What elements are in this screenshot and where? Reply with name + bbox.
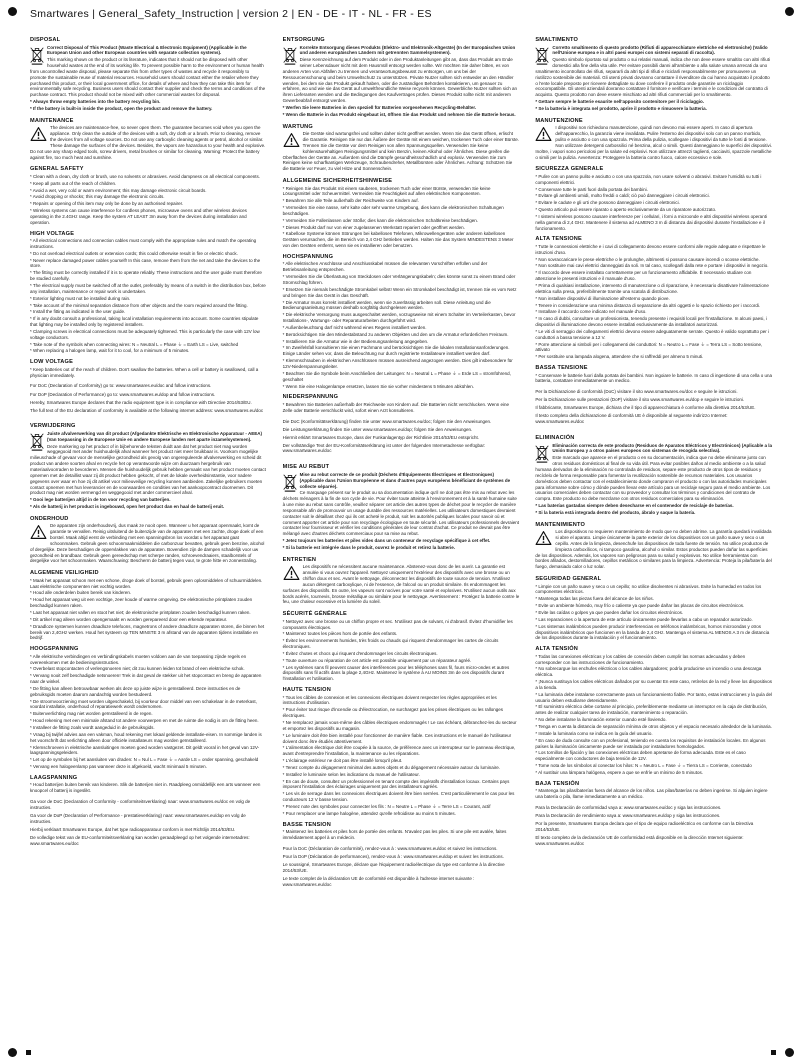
- print-mark-bottom-right: [771, 1050, 776, 1055]
- section-heading: HOCHSPANNUNG: [282, 253, 334, 260]
- section-high-voltage-en: [30, 231, 267, 355]
- section-heading: ONDERHOUD: [30, 515, 69, 522]
- paragraph: Para la Declaración de rendimiento vaya a: www.smartwares.eu/dop y siga las instrucciones.: [535, 812, 721, 818]
- section-body: [283, 186, 520, 249]
- paragraph: Les dispositifs ne nécessitent aucune maintenance. Abstenez-vous donc de les ouvrir. La garantie est annulée si vous ouvrez l'appareil. Nettoyez uniquement l'extérieur des dispositifs avec une brosse ou un chiffon doux et sec. Avant le nettoyage, déconnectez les dispositifs de toute source de tension. N'utilisez aucun détergent carboxylique, ni de l'essence, de l'alcool ou un produit similaire. Ils endommagent les surfaces des dispositifs. En outre, les vapeurs sont nocives pour votre santé et explosives. N'utilisez aucun outils aux bords acérés, tournevis, brosse métallique ou similaire pour le nettoyage. Avertissement : Protégez la batterie contre le feu, une chaleur excessive et la lumière du soleil.: [282, 564, 520, 605]
- paragraph: Il fabbricante, Smartwares Europe, dichiara che il tipo di apparecchiatura è conforme alla direttiva 2014/53/UE.: [535, 405, 756, 411]
- section-high-voltage-fr: [283, 687, 520, 817]
- warning-triangle-icon: [30, 524, 47, 540]
- section-heading: ELIMINACIÓN: [535, 435, 575, 442]
- paragraph: * Non sovraccaricare le prese elettriche o le prolunghe, altrimenti si possono causare incendi o scosse elettriche.: [535, 256, 760, 262]
- weee-bin-icon: [535, 444, 549, 463]
- section-low-voltage-de: [283, 394, 520, 413]
- paragraph: * Houd batterijen buiten bereik van kinderen. Slik de batterijen niet in. Raadpleeg onmiddellijk een arts wanneer een knoopcel of batterij is ingeslikt.: [30, 782, 261, 794]
- section-high-voltage-it: [535, 236, 772, 360]
- section-maintenance-de: [283, 124, 520, 173]
- paragraph: * Installeer de fitting zoals wordt aangeduid in de gebruiksgids.: [30, 725, 155, 730]
- paragraph: * Draadloze systemen kunnen draadloze telefoons, magnetrons of andere draadloze apparaten storen, die binnen het bereik van 2,4GHz werken. Houd het systeem op TEN MINSTE 3 m afstand van de apparaten tijdens installatie en bedrijf.: [30, 623, 265, 641]
- section-heading: HOOGSPANNING: [30, 646, 79, 653]
- paragraph: * Tenez compte du dégagement minimal des autres objets et du dégagement nécessaire autour du luminaire.: [282, 764, 500, 770]
- section-heading: MAINTENANCE: [30, 117, 74, 124]
- paragraph: * Außenbeleuchtung darf nicht während eines Regens installiert werden.: [282, 324, 427, 330]
- paragraph: * Im Zweifelsfall konsultieren Sie einen Fachmann und berücksichtigen Sie die lokalen Installationsanforderungen. Einige Länder sehen vor, dass die Beleuchtung nur durch registrierte Installateure installiert werden darf.: [282, 345, 510, 357]
- paragraph: * Mantenga las pilas/baterías fuera del alcance de los niños. Las pilas/baterías no deben ingerirse. Si alguien ingiere una batería o pila, llame inmediatamente a un médico.: [535, 788, 768, 800]
- section-heading: SÉCURITÉ GÉNÉRALE: [282, 611, 347, 618]
- paragraph: * Vermeiden Sie die Überlastung von Steckdosen oder Verlängerungskabeln; dies könnte sonst zu einem Brand oder Stromschlag führen.: [282, 274, 516, 285]
- paragraph: * Ne remplacez jamais vous-même des câbles électriques endommagés ! Le cas échéant, débranchez-les du secteur et emportez les dispositifs au magasin.: [282, 720, 517, 731]
- weee-bin-icon: [283, 46, 297, 65]
- section-body: [535, 654, 772, 776]
- paragraph: * L'alimentation électrique doit être coupée à la source, de préférence avec un interrupteur sur le panneau électrique, avant d'entreprendre l'installation, la maintenance ou les réparations.: [282, 745, 516, 757]
- print-mark-bottom-left: [26, 1050, 31, 1055]
- section-heading: WARTUNG: [282, 123, 313, 130]
- paragraph: * Los sistemas inalámbricos pueden producir interferencias en teléfonos inalámbricos, hornos microondas y otros dispositivos inalámbricos que funcionen en la banda de 2,4 GHz. Mantenga el sistema AL MENOS A 3 m de distancia de los dispositivos durante la instalación y el funcionamiento.: [535, 623, 770, 641]
- paragraph: * Los tornillos de fijación y las conexiones eléctricas deben apretarse de forma adecuada. Este es el caso especialmente con conductores de baja tensión de 12V.: [535, 750, 746, 762]
- paragraph: * Tenere in considerazione una minima distanza di separazione da altri oggetti e lo spazio richiesto per i raccordi.: [535, 302, 761, 308]
- bold-paragraph: * Gooi lege batterijen altijd in de ton voor recycling van batterijen.: [30, 497, 171, 503]
- paragraph: Il testo completo della dichiarazione di conformità UE è disponibile al seguente indirizzo Internet: www.smartwares.eu/doc: [535, 413, 728, 425]
- section-declarations-nl: [30, 799, 267, 846]
- paragraph: Der vollständige Text der EU-Konformitätserklärung ist unter der folgenden Internetadresse verfügbar: www.smartwares.eu/doc: [282, 442, 486, 454]
- paragraph: * Wireless systems can cause interference for cordless phones, microwave ovens and other wireless devices operating in the 2.4GHz range. Keep the system AT LEAST 3m away from the devices during installation and operation.: [30, 208, 247, 225]
- section-declarations-fr: [283, 846, 520, 888]
- paragraph: * Todas las conexiones eléctricas y los cables de conexión deben cumplir las normas adecuadas y deben corresponder con las instrucciones de funcionamiento.: [535, 653, 746, 665]
- paragraph: * Maak het apparaat schoon met een schone, droge doek of borstel, gebruik geen oplosmiddelen of schuurmiddelen. Laat elektrische componenten niet vochtig worden.: [30, 577, 263, 589]
- paragraph: * Repairs or opening of this item may only be done by an authorised repairer.: [30, 201, 184, 207]
- section-body: [535, 373, 772, 385]
- registration-mark-bottom-left: [8, 1048, 17, 1057]
- paragraph: * Bewahren Sie alle Teile außerhalb der Reichweite von Kindern auf.: [282, 198, 419, 204]
- paragraph: * Évitez les environnements humides, très froids ou chauds qui risquent d'endommager les cartes de circuits électroniques.: [282, 638, 499, 650]
- section-heading: MANTENIMIENTO: [535, 521, 586, 528]
- paragraph: Para la Declaración de conformidad vaya a: www.smartwares.eu/doc y siga las instrucciones.: [535, 804, 722, 810]
- bold-paragraph: Korrekte Entsorgung dieses Produkts (Elektro- und Elektronik-Altgeräte) (In der Europäischen Union und anderen europäischen Ländern mit getrennten Sammelsystemen).: [299, 44, 516, 56]
- section-low-voltage-en: [30, 359, 267, 378]
- section-low-voltage-es: [535, 781, 772, 800]
- bold-paragraph: Mise au rebut correcte de ce produit (Déchets d'Équipements Électriques et Électroniques) (Applicable dans l'Union Européenne et dans d'autres pays européens bénéficiant de systèmes de collecte séparée).: [299, 471, 511, 489]
- paragraph: I dispositivi non richiedono manutenzione, quindi non devono mai essere aperti. In caso di apertura dell'apparecchio, la garanzia viene invalidata. Pulire l'esterno dei dispositivi solo con un panno morbido, pulito e asciutto o con una spazzola. Prima della pulizia, scollegare i dispositivi da tutte le fonti di tensione. Non utilizzare detergenti carbossilici né benzina, alcol o simili. Questi danneggiano le superfici dei dispositivi. Inoltre, i vapori sono pericolosi per la salute ed esplosivi. Non utilizzare attrezzi taglienti, cacciaviti, spazzole metalliche o simili per la pulizia. Avvertenza: Proteggere la batteria contro fuoco, calore eccessivo e sole.: [535, 125, 772, 160]
- paragraph: * Toute ouverture ou réparation de cet article est possible uniquement par un réparateur agréé.: [282, 657, 472, 663]
- section-body: [283, 419, 520, 455]
- section-body: [30, 45, 267, 113]
- section-disposal-en: [30, 37, 267, 113]
- paragraph: * En caso de duda consulte con un profesional, teniendo en cuenta los requisitos de instalación locales. En algunos países la iluminación únicamente puede ser instalada por instaladores homologados.: [535, 737, 766, 749]
- section-declarations-es: [535, 805, 772, 847]
- paragraph: Hiermit erklärt Smartwares Europe, dass der Funkanlagentyp der Richtlinie 2014/53/EU entspricht.: [282, 434, 480, 440]
- bold-paragraph: * Se la batteria è integrata nel prodotto, aprire il prodotto e rimuovere la batteria.: [535, 105, 707, 111]
- section-heading: VERWIJDERING: [30, 423, 76, 430]
- paragraph: * If in any doubt consult a professional, taking local installation requirements into account. Some countries stipulate that lighting may be installed only by registered installers.: [30, 316, 259, 328]
- section-general-safety-de: [283, 178, 520, 249]
- paragraph: * Tome nota de los símbolos al conectar los hilos: N = Neutro L = Fase ⏚ = Tierra LS = Corriente, conectado: [535, 763, 752, 769]
- section-disposal-nl: [30, 423, 267, 510]
- document-title: Smartwares | General_Safety_Instruction | version 2 | EN - DE - IT - NL - FR - ES: [30, 8, 432, 20]
- paragraph: * Évitez chutes et chocs qui risquent d'endommager les circuits électroniques.: [282, 650, 438, 656]
- paragraph: * Vervang een halogeenlamp pas wanneer deze is afgekoeld, wacht minimaal 5 minuten.: [30, 764, 207, 770]
- section-body: [535, 45, 772, 113]
- weee-bin-icon: [283, 473, 297, 492]
- paragraph: Die Leistungserklärung finden Sie unter www.smartwares.eu/dop; folgen Sie den Anweisungen.: [282, 426, 473, 432]
- section-heading: HAUTE TENSION: [282, 687, 331, 694]
- section-low-voltage-nl: [30, 775, 267, 794]
- paragraph: * ¡Nunca sustituya los cables eléctricos dañados por su cuenta! En este caso, retírelos de la red y lleve los dispositivos a la tienda.: [535, 679, 772, 690]
- paragraph: * De fitting kan alleen betrouwbaar werken als deze op juiste wijze is geïnstalleerd. Deze instructies en de gebruiksgids moeten daarom aandachtig worden bestudeerd.: [30, 685, 241, 697]
- paragraph: * Avoid a wet, very cold or warm environment; this may damage electronic circuit boards.: [30, 187, 207, 193]
- paragraph: * Le viti di serraggio dei collegamenti elettrici devono essere adeguatamente serrate. Questo è valido soprattutto per i conduttori a bassa tensione a 12 V.: [535, 328, 769, 340]
- section-high-voltage-es: [535, 646, 772, 776]
- section-body: [283, 564, 520, 606]
- content-columns: [30, 34, 772, 1042]
- paragraph: * Maintenez toutes les pièces hors de portée des enfants.: [282, 631, 398, 637]
- section-body: [535, 389, 772, 425]
- paragraph: For DoP (Declaration of Performance) go to: www.smartwares.eu/dop and follow instructions.: [30, 391, 216, 397]
- paragraph: * Le luminaire doit être bien installé pour fonctionner de manière fiable. Ces instructions et le manuel de l'utilisateur doivent donc être étudiés attentivement.: [282, 732, 512, 744]
- paragraph: * Vermeiden Sie Fallenlassen oder Stöße; dies kann die elektronischen Schaltkreise beschädigen.: [282, 217, 479, 223]
- paragraph: This marking shown on the product or its literature, indicates that it should not be disposed with other household wastes at the end of its working life. To prevent possible harm to the environment or human health from uncontrolled waste disposal, please separate this from other types of wastes and recycle it responsibly to promote the sustainable reuse of material resources. Household users should contact either the retailer where they purchased this product, or their local government office, for details of where and how they can take this item for environmentally safe recycling. Business users should contact their supplier and check the terms and conditions of the purchase contract. This product should not be mixed with other commercial wastes for disposal.: [30, 57, 266, 98]
- section-heading: NIEDERSPANNUNG: [282, 394, 339, 401]
- column-3: [535, 34, 772, 1042]
- paragraph: * Mantenga todas las piezas fuera del alcance de los niños.: [535, 596, 654, 602]
- paragraph: * El suministro eléctrico debe cortarse al principio, preferiblemente mediante un interruptor en la caja de distribución, antes de realizar cualquier tarea de instalación, mantenimiento o reparación.: [535, 704, 768, 716]
- paragraph: * Alle elektrischen Anschlüsse und Anschlusskabel müssen die relevanten Vorschriften erfüllen und der Betriebsanleitung entsprechen.: [282, 261, 488, 273]
- paragraph: * Ersetzen Sie niemals beschädigte Stromkabel selbst! Wenn ein Stromkabel beschädigt ist, trennen Sie es vom Netz und bringen Sie das Gerät in das Geschäft.: [282, 286, 517, 298]
- bold-paragraph: * Als de batterij in het product is ingebouwd, open het product dan en haal de batterij eruit.: [30, 504, 225, 510]
- paragraph: * Tutte le connessioni elettriche e i cavi di collegamento devono essere conformi alle regole adeguate e rispettare le istruzioni d'uso.: [535, 243, 766, 255]
- section-heading: HIGH VOLTAGE: [30, 230, 75, 237]
- paragraph: * Dit artikel mag alleen worden opengemaakt en worden gerepareerd door een erkende reparateur.: [30, 616, 228, 622]
- paragraph: * Clamping screws in electrical connections must be adequately tightened. This is particularly the case with 12V low voltage conductors.: [30, 328, 260, 340]
- column-1: [30, 34, 267, 1042]
- bold-paragraph: Correct Disposal of This Product (Waste Electrical & Electronic Equipment) (Applicable in the European Union and other European countries with separate collection systems).: [47, 44, 247, 56]
- paragraph: * Take note of the symbols when connecting wires: N = Neutral L = Phase ⏚ = Earth LS = Live, switched: [30, 341, 239, 347]
- paragraph: * Vermeiden Sie eine nasse, sehr kalte oder sehr warme Umgebung, dies kann die elektronischen Schaltungen beschädigen.: [282, 205, 504, 216]
- paragraph: * Evitare gli ambienti umidi, molto freddi o caldi; ciò può danneggiare i circuiti elettronici.: [535, 193, 710, 199]
- paragraph: * Evite un ambiente húmedo, muy frío o caliente ya que puede dañar las placas de circuitos electrónicos.: [535, 603, 745, 609]
- section-body: [535, 584, 772, 642]
- bold-paragraph: * Las baterías gastadas siempre deben desecharse en el contenedor de reciclaje de baterías.: [535, 503, 734, 509]
- section-heading: MISE AU REBUT: [282, 464, 330, 471]
- paragraph: * Il raccordo deve essere installato correttamente per un funzionamento affidabile. È necessario studiare con attenzione le presenti istruzioni e il manuale d'uso.: [535, 270, 752, 282]
- paragraph: * Les vis de serrage dans les connexions électriques doivent être bien serrées. C'est particulièrement le cas pour les conducteurs 12 V basse tension.: [282, 791, 515, 803]
- paragraph: * Do not overload electrical outlets or extension cords; this could otherwise result in fire or electric shock.: [30, 250, 238, 256]
- paragraph: * Die Armatur muss korrekt installiert werden, wenn sie zuverlässig arbeiten soll. Diese Anleitung und die Bedienungsanleitung müssen deshalb sorgfältig durchgelesen werden.: [282, 299, 491, 311]
- paragraph: * Per sostituire una lampada alogena, attendere che si raffreddi per almeno 5 minuti.: [535, 354, 704, 360]
- paragraph: * No sobrecargue los enchufes eléctricos o los cables alargadores; podría producirse un incendio o una descarga eléctrica.: [535, 666, 762, 678]
- paragraph: Diese Kennzeichnung auf dem Produkt oder in den Produktanleitungen gibt an, dass das Produkt am Ende seiner Lebensdauer nicht mit dem Hausmüll entsorgt werden sollte. Wir möchten Sie daher bitten, es von anderen Arten von Abfällen zu trennen und verantwortungsbewusst zu entsorgen, um uns bei der Ressourcenschonung und beim Umweltschutz zu unterstützen. Private Nutzer sollten sich entweder an den Händler wenden, bei dem sie das Produkt gekauft haben, oder die zuständigen Behörden kontaktieren, um genauer zu erfahren, wo und wie sie das Gerät auf umweltfreundliche Weise recyceln können. Gewerbliche Nutzer sollten sich an ihren Lieferanten wenden und die Bedingungen des Kaufvertrages prüfen. Dieses Produkt sollte nicht mit anderem Gewerbeabfall entsorgt werden.: [282, 57, 517, 104]
- section-body: [30, 174, 267, 226]
- paragraph: * Installez le luminaire selon les indications du manuel de l'utilisateur.: [282, 771, 420, 777]
- section-heading: SICUREZZA GENERALE: [535, 166, 604, 173]
- warning-triangle-icon: [535, 530, 552, 546]
- section-body: [535, 443, 772, 517]
- language-block-de: [283, 37, 520, 454]
- weee-bin-icon: [30, 432, 44, 451]
- language-block-nl: [30, 423, 267, 846]
- paragraph: Hereby, Smartwares Europe declares that the radio equipment type is in compliance with Directive 2014/53/EU.: [30, 399, 252, 405]
- paragraph: Die Geräte sind wartungsfrei und sollten daher nicht geöffnet werden. Wenn Sie das Gerät öffnen, erlischt die Garantie. Reinigen Sie nur das Äußere der Geräte mit einem weichen, trockenen Tuch oder einer Bürste. Trennen Sie die Geräte vor dem Reinigen von allen Spannungsquellen. Verwenden Sie keine kohlensäurehaltigen Reinigungsmittel und kein Benzin, keinen Alkohol oder Ähnliches. Diese greifen die Oberflächen der Geräte an. Außerdem sind die Dämpfe gesundheitsschädlich und explosiv. Verwenden Sie zum Reinigen keine scharfkantigen Werkzeuge, Schraubendreher, Metallbürsten oder Ähnliches. Achtung: Schützen Sie die Batterie vor Feuer, zu viel Hitze und Sonnenschein.: [282, 131, 520, 172]
- section-body: [535, 174, 772, 232]
- section-heading: BASSE TENSION: [282, 821, 331, 828]
- section-heading: ALTA TENSIONE: [535, 236, 582, 243]
- section-heading: ALLGEMEINE SICHERHEITSHINWEISE: [282, 178, 393, 185]
- paragraph: * Laat het apparaat niet vallen en stoot het niet; de elektronische printplaten zouden beschadigd kunnen raken.: [30, 610, 251, 615]
- paragraph: De volledige tekst van de EU-conformiteitsverklaring kan worden geraadpleegd op het volgende internetadres: www.smartwares.eu/doc: [30, 834, 250, 846]
- section-body: [535, 788, 772, 800]
- paragraph: * L'éclairage extérieur ne doit pas être installé lorsqu'il pleut.: [282, 758, 403, 764]
- paragraph: * Keep batteries out of the reach of children. Don't swallow the batteries. When a cell or battery is swallowed, call a physician immediately.: [30, 366, 259, 378]
- section-body: [283, 402, 520, 414]
- paragraph: * No debe instalarse la iluminación exterior cuando esté lloviendo.: [535, 717, 667, 723]
- bold-paragraph: Juiste afvalverwerking van dit product (Afgedankte Elektrische en Elektronische Apparatuur - AEEA) (Van toepassing in de Europese Unie en andere Europese landen met aparte inzamelsystemen).: [47, 430, 262, 442]
- section-body: [30, 654, 267, 770]
- language-block-fr: [283, 464, 520, 887]
- paragraph: Per la Dichiarazione sulle prestazioni (DoP) visitare il sito www.smartwares.eu/dop e seguire le istruzioni.: [535, 397, 745, 403]
- section-heading: ENTRETIEN: [282, 556, 317, 563]
- section-heading: SMALTIMENTO: [535, 37, 579, 43]
- paragraph: * Tous les câbles de connexion et les connexions électriques doivent respecter les règles appropriées et les instructions d'utilisation.: [282, 694, 497, 706]
- paragraph: * Non installare dispositivi di illuminazione all'esterno quando piove.: [535, 295, 670, 301]
- paragraph: * Houd alle onderdelen buiten bereik van kinderen.: [30, 590, 132, 596]
- section-heading: LAAGSPANNING: [30, 774, 78, 781]
- paragraph: * Questo articolo può essere riparato o aperto esclusivamente da un riparatore autorizzato.: [535, 207, 717, 213]
- section-declarations-it: [535, 389, 772, 425]
- section-body: [283, 472, 520, 552]
- paragraph: The devices are maintenance-free, so never open them. The guarantee becomes void when you open the appliance. Only clean the outside of the devices with a soft, dry cloth or a brush. Prior to cleaning, remove the devices from all voltage sources. Do not use any carboxylic cleaning agents or petrol, alcohol or similar. These damage the surfaces of the devices. Besides, the vapors are hazardous to your health and explosive. Do not use any sharp edged tools, screw drivers, metal brushes or similar for cleaning. Warning: Protect the battery against fire, too much heat and sunshine.: [30, 125, 266, 160]
- paragraph: * Overbelast stopcontacten of verlengsnoeren niet; dit zou kunnen leiden tot brand of een elektrische schok.: [30, 666, 245, 672]
- section-body: [30, 383, 267, 413]
- paragraph: * Al sustituir una lámpara halógena, espere a que se enfríe un mínimo de 5 minutos.: [535, 769, 703, 775]
- paragraph: * Pour remplacer une lampe halogène, attendez qu'elle refroidisse au moins 5 minutes.: [282, 810, 456, 816]
- warning-triangle-icon: [535, 126, 552, 142]
- section-body: [283, 261, 520, 389]
- paragraph: Le soussigné, Smartwares Europe, déclare que l'équipement radioélectrique du type est conforme à la directive 2014/53/UE.: [282, 861, 505, 873]
- paragraph: * Beachten Sie die Symbole beim Anschließen der Leitungen: N = Neutral L = Phase ⏚ = Erde LS = stromführend, geschaltet: [282, 370, 511, 382]
- section-general-safety-en: [30, 166, 267, 225]
- paragraph: Los dispositivos no requieren mantenimiento de modo que no deben abrirse. La garantía quedará invalidada si abre el aparato. Limpie únicamente la parte exterior de los dispositivos con un paño suave y seco o un cepillo. Antes de la limpieza, desenchufe los dispositivos de toda fuente de tensión. No utilice productos de limpieza carboxílicos, ni tampoco gasolina, alcohol o similar. Estos productos pueden dañar las superficies de los dispositivos. Además, los vapores son peligrosos para su salud y explosivos. No utilice herramientas con bordes afilados, destornilladores, cepillos metálicos o similares para la limpieza. Advertencia: Proteja la pila/batería del fuego, demasiado calor o luz solar.: [535, 529, 772, 570]
- section-heading: LOW VOLTAGE: [30, 359, 74, 366]
- section-general-safety-nl: [30, 570, 267, 641]
- paragraph: Este marcado que aparece en el producto o en su documentación, indica que no debe eliminarse junto con otros residuos domésticos al final de su vida útil. Para evitar posibles daños al medio ambiente o a la salud humana derivados de la eliminación no controlada de residuos, separe este producto de otros tipos de residuos y recíclelo de forma responsable para fomentar la reutilización sostenible de recursos materiales. Los usuarios domésticos deben contactar con el establecimiento donde compraron el producto o con las autoridades municipales para informarse sobre cómo y dónde pueden llevar este artículo para un reciclaje seguro para el medio ambiente. Los usuarios comerciales deben contactar con su proveedor y consultar los términos y condiciones del contrato de compra. Este producto no debe mezclarse con otros residuos comerciales para su eliminación.: [535, 455, 771, 502]
- paragraph: Ce marquage présent sur le produit ou sa documentation indique qu'il ne doit pas être mis au rebut avec les déchets ménagers à la fin de son cycle de vie. Pour éviter toute atteinte à l'environnement et à la santé humaine suite à une mise au rebut sans contrôle, veuillez séparer cet article des autres types de déchet pour le recycler de manière responsable afin de promouvoir un usage durable des ressources matérielles. Les utilisateurs domestiques devraient contacter soit le détaillant chez qui ils ont acheté le produit, soit les autorités publiques locales pour savoir où et comment apporter cet article pour son recyclage écologique en toute sécurité. Les utilisateurs professionnels devraient contacter leur fournisseur et vérifier les conditions générales de leur contrat d'achat. Ce produit ne devrait pas être mélangé avec d'autres déchets commerciaux pour sa mise au rebut.: [282, 490, 520, 537]
- paragraph: * I sistemi wireless possono causare interferenze per i cellulari, i forni a microonde e altri dispositivi wireless operanti nella gamma di 2,4 GHz. Mantenere il sistema ad ALMENO 3 m di distanza dai dispositivi durante l'installazione e il funzionamento.: [535, 213, 767, 231]
- section-body: [283, 846, 520, 888]
- paragraph: * Pour éviter tout risque d'incendie ou d'électrocution, ne surchargez pas les prises électriques ou les rallonges électriques.: [282, 707, 504, 719]
- section-body: [283, 695, 520, 817]
- paragraph: * Limpie con un paño suave y seco o un cepillo; no utilice disolventes ni abrasivos. Evite la humedad en todos los componentes eléctricos.: [535, 583, 762, 595]
- paragraph: * When replacing a halogen lamp, wait for it to cool, for a minimum of 5 minutes.: [30, 348, 190, 354]
- paragraph: Pour la DoC (Déclaration de conformité), rendez-vous à : www.smartwares.eu/doc et suivez les instructions.: [282, 845, 498, 851]
- bold-paragraph: * Gettare sempre le batterie esaurite nell'apposito contenitore per il riciclaggio.: [535, 99, 704, 105]
- paragraph: The full text of the EU declaration of conformity is available at the following internet address: www.smartwares.eu/doc: [30, 407, 264, 413]
- paragraph: * Les systèmes sans fil peuvent causer des interférences pour les téléphones sans fil, fours micro-ondes et autres dispositifs sans fil actifs dans la plage 2,4GHz. Maintenez le système à AU MOINS 3m de ces dispositifs durant l'installation et l'utilisation.: [282, 664, 510, 682]
- paragraph: * Klemmschrauben in elektrischen Anschlüssen müssen ausreichend angezogen werden. Dies gilt insbesondere für 12V-Niederspannungsleiter.: [282, 358, 513, 369]
- section-body: [283, 829, 520, 841]
- paragraph: * Tenga en cuenta la distancia de separación mínima de otros objetos y el espacio necesario alrededor de la luminaria.: [535, 724, 772, 729]
- paragraph: Ga voor de DoP (Declaration of Performance - prestatieverklaring) naar: www.smartwares.eu/dop en volg de instructies.: [30, 812, 246, 824]
- section-heading: SEGURIDAD GENERAL: [535, 576, 602, 583]
- section-body: [30, 782, 267, 794]
- section-disposal-es: [535, 435, 772, 517]
- warning-triangle-icon: [283, 132, 300, 148]
- warning-triangle-icon: [283, 565, 300, 581]
- section-declarations-de: [283, 419, 520, 455]
- paragraph: Ga voor de DoC (Declaration of Conformity - conformiteitsverklaring) naar: www.smartwares.eu/doc en volg de instructies.: [30, 799, 251, 810]
- section-heading: GENERAL SAFETY: [30, 166, 84, 173]
- section-body: [30, 238, 267, 354]
- bold-paragraph: Corretto smaltimento di questo prodotto (Rifiuti di apparecchiature elettriche ed elettroniche) (Valido nell'Unione europea e in altri paesi europei con sistemi separati di raccolta).: [552, 44, 768, 56]
- paragraph: * All electrical connections and connection cables must comply with the appropriate rules and match the operating instructions.: [30, 238, 257, 249]
- paragraph: * Take account of the minimal separation distance from other objects and the room required around the fitting.: [30, 302, 248, 308]
- bold-paragraph: * If the battery is built-in inside the product, open the product and remove the battery.: [30, 105, 213, 111]
- paragraph: * Vraag bij twijfel advies aan een vakman, houd rekening met lokaal geldende installatie-eisen. In sommige landen is het voorschrift dat verlichting alleen door officiële installateurs mag worden geïnstalleerd.: [30, 731, 262, 743]
- bold-paragraph: Eliminación correcta de este producto (Residuos de Aparatos Eléctricos y Electrónicos) (Aplicable a la Unión Europea y a otros países europeos con sistemas de recogida selectiva).: [552, 442, 772, 454]
- paragraph: * Bewahren Sie Batterien außerhalb der Reichweite von Kindern auf. Die Batterien nicht verschlucken. Wenn eine Zelle oder Batterie verschluckt wird, sofort einen Arzt konsultieren.: [282, 401, 509, 413]
- section-body: [30, 431, 267, 511]
- language-block-es: [535, 435, 772, 846]
- paragraph: * Prima di qualsiasi installazione, intervento di manutenzione o di riparazione, è necessario disattivare l'alimentazione elettrica sulla presa, preferibilmente tramite una scatola di distribuzione.: [535, 283, 769, 294]
- section-heading: ALTA TENSIÓN: [535, 646, 579, 653]
- section-body: [283, 619, 520, 682]
- paragraph: * Evite las caídas o golpes ya que pueden dañar los circuitos electrónicos.: [535, 610, 684, 615]
- paragraph: * Install the fitting as indicated in the user guide.: [30, 309, 126, 315]
- paragraph: * Pulire con un panno pulito e asciutto o con una spazzola, non usare solventi o abrasivi. Evitare l'umidità su tutti i componenti elettrici.: [535, 173, 762, 185]
- section-general-safety-es: [535, 576, 772, 641]
- paragraph: * Buitenverlichting mag niet worden geïnstalleerd in de regen.: [30, 711, 153, 717]
- section-maintenance-nl: [30, 516, 267, 565]
- section-low-voltage-it: [535, 365, 772, 384]
- section-high-voltage-de: [283, 254, 520, 389]
- section-maintenance-fr: [283, 557, 520, 606]
- bold-paragraph: * Werfen Sie leere Batterien in den speziell für Batterien vorgesehenen Recycling-Behälter.: [282, 104, 477, 110]
- paragraph: * Let op de symbolen bij het aansluiten van draden: N = Nul L = Fase ⏚ = Aarde LS = onder spanning, geschakeld: [30, 757, 259, 763]
- paragraph: * Conservare le batterie fuori dalla portata dei bambini. Non ingoiare le batterie. In caso di ingestione di una cella o una batteria, contattare immediatamente un medico.: [535, 372, 772, 384]
- section-body: [30, 367, 267, 379]
- warning-triangle-icon: [30, 126, 47, 142]
- paragraph: * Houd het apparaat weg uit een vochtige, zeer koude of warme omgeving. De elektronische printplaten zouden beschadigd kunnen raken.: [30, 597, 253, 609]
- bold-paragraph: * Always throw empty batteries into the battery recycling bin.: [30, 99, 161, 105]
- section-general-safety-it: [535, 166, 772, 231]
- section-general-safety-fr: [283, 611, 520, 682]
- section-declarations-en: [30, 383, 267, 413]
- paragraph: For DoC (Declaration of Conformity) go to: www.smartwares.eu/doc and follow instructions.: [30, 383, 212, 389]
- paragraph: * Exterior lighting must not be installed during rain.: [30, 295, 131, 301]
- section-maintenance-en: [30, 118, 267, 162]
- bold-paragraph: * Jetez toujours les batteries et piles vides dans un conteneur de recyclage spécifique à cet effet.: [282, 538, 491, 544]
- paragraph: * Keep all parts out of the reach of children.: [30, 180, 117, 186]
- paragraph: Per la Dichiarazione di conformità (DoC) visitare il sito www.smartwares.eu/doc e seguire le istruzioni.: [535, 389, 738, 395]
- section-heading: MANUTENZIONE: [535, 117, 583, 124]
- paragraph: * Prenez note des symboles pour connecter les fils : N = Neutre L = Phase ⏚ = Terre LS = Courant, actif: [282, 803, 491, 809]
- section-body: [30, 578, 267, 641]
- paragraph: Hierbij verklaart Smartwares Europe, dat het type radioapparatuur conform is met Richtlijn 2014/53/EU.: [30, 826, 236, 832]
- paragraph: Die DoC (Konformitätserklärung) finden Sie unter www.smartwares.eu/doc; folgen Sie den Anweisungen.: [282, 418, 492, 424]
- paragraph: * Clean with a clean, dry cloth or brush, use no solvents or abrasives. Avoid dampness on all electrical components.: [30, 173, 261, 179]
- section-heading: BAJA TENSIÓN: [535, 780, 580, 787]
- paragraph: * Vervang nooit zelf beschadigde netsnoeren! Trek in dat geval de stekker uit het stopcontact en breng de apparaten naar de winkel.: [30, 673, 262, 685]
- paragraph: * Installare il raccordo come indicato nel manuale d'uso.: [535, 309, 647, 315]
- language-block-en: [30, 37, 267, 413]
- registration-mark-bottom-right: [785, 1048, 794, 1057]
- paragraph: De apparaten zijn onderhoudsvrij, dus maak ze nooit open. Wanneer u het apparaat openmaakt, komt de garantie te vervallen. Reinig uitsluitend de buitenzijde van de apparaten met een zachte, droge doek of een borstel. Maak altijd eerst de verbinding met een spanningsbron los voordat u het apparaat gaat schoonmaken. Gebruik geen schoonmaakmiddelen die carbonzuur bevatten, gebruik geen benzine, alcohol of dergelijke. Deze beschadigen de oppervlakken van de apparaten. Bovendien zijn de dampen schadelijk voor uw gezondheid en brandbaar. Gebruik geen gereedschap met scherpe randen, schroevendraaiers, staalborstels of dergelijke voor het schoonmaken. Waarschuwing: Bescherm de batterij tegen vuur, te grote hitte en zonnestraling.: [30, 523, 265, 564]
- paragraph: * The fitting must be correctly installed if it is to operate reliably. These instructions and the user guide must therefore be studied carefully.: [30, 270, 262, 282]
- paragraph: * Die elektrische Versorgung muss ausgeschaltet werden, vorzugsweise mit einem Schalter im Verteilerkasten, bevor Installations-, Wartungs- oder Reparaturarbeiten durchgeführt wird.: [282, 312, 516, 324]
- section-body: [535, 125, 772, 161]
- paragraph: * Non sostituire mai cavi elettrici danneggiati da soli. In tal caso, scollegarli dalla rete e portare i dispositivi in negozio.: [535, 263, 769, 269]
- paragraph: * Instale la luminaria como se indica en la guía del usuario.: [535, 730, 653, 736]
- section-heading: BASSA TENSIONE: [535, 365, 588, 372]
- paragraph: * Las reparaciones o la apertura de este artículo únicamente puede llevarlas a cabo un reparador autorizado.: [535, 616, 753, 622]
- paragraph: El texto completo de la declaración UE de conformidad está disponible en la dirección Internet siguiente: www.smartwares.eu/doc: [535, 834, 744, 846]
- registration-mark-top-right: [785, 7, 794, 16]
- language-block-it: [535, 37, 772, 425]
- section-body: [535, 529, 772, 571]
- paragraph: * Never replace damaged power cables yourself! In this case, remove them from the net and take the devices to the store.: [30, 257, 261, 269]
- bold-paragraph: * Wenn die Batterie in das Produkt eingebaut ist, öffnen Sie das Produkt und nehmen Sie die Batterie heraus.: [282, 111, 516, 117]
- bold-paragraph: * Si la batterie est intégrée dans le produit, ouvrez le produit et retirez la batterie.: [282, 544, 455, 550]
- paragraph: * De stroomvoorziening moet worden uitgeschakeld, bij voorkeur door middel van een schakelaar in de meterkast, voordat installatie, onderhoud of reparatiewerk wordt ondernomen.: [30, 698, 257, 710]
- weee-bin-icon: [30, 46, 44, 65]
- paragraph: * Kabellose Systeme können Störungen bei kabellosen Telefonen, Mikrowellengeräten oder anderen kabellosen Geräten verursachen, die im Bereich von 2,4 GHz betrieben werden. Halten Sie das System MINDESTENS 3 Meter von den Geräten entfernt, wenn sie es installieren oder benutzen.: [282, 231, 514, 249]
- section-body: [30, 523, 267, 565]
- paragraph: * Wenn Sie eine Halogenlampe ersetzen, lassen Sie sie vorher mindestens 5 Minuten abkühlen.: [282, 383, 474, 389]
- section-disposal-fr: [283, 464, 520, 551]
- paragraph: Deze markering op het product of in bijbehorende teksten duidt aan dat het product niet mag worden weggegooid met ander huishoudelijk afval wanneer het product niet meer bruikbaar is. Voorkom mogelijke milieuschade of gevaar voor de menselijke gezondheid als gevolg van ongereguleerde afvalverwerking en scheid dit product van andere soorten afval en recycle het op verantwoorde wijze om duurzaam hergebruik van materiaalvoorraden te bevorderen. Mensen die huishoudelijk gebruik hebben gemaakt van het product moeten contact opnemen met de detaillist waar zij dit product hebben gekocht, of met de lokale overheidsinstantie, voor nadere gegevens over waar en hoe zij dit artikel voor milieuveilige recycling kunnen aanbieden. Zakelijke gebruikers moeten contact opnemen met hun leverancier en de voorwaarden en condities van het aankoopcontract doornemen. Dit product mag niet worden vermengd en weggegooid met ander commercieel afval.: [30, 443, 266, 496]
- paragraph: * Avoid dropping or shocks; this may damage the electronic circuits.: [30, 194, 165, 200]
- section-disposal-de: [283, 37, 520, 119]
- section-body: [535, 805, 772, 847]
- section-body: [535, 244, 772, 360]
- paragraph: * Alle elektrische verbindingen en verbindingskabels moeten voldoen aan de van toepassing zijnde regels en overeenkomen met de bedieningsinstructies.: [30, 653, 247, 665]
- bold-paragraph: * Si la batería está integrada dentro del producto, ábralo y saque la batería.: [535, 509, 696, 515]
- paragraph: * En cas de doute, consultez un professionnel en tenant compte des impératifs d'installation locaux. Certains pays imposent l'installation des éclairages uniquement par des installateurs agréés.: [282, 778, 510, 790]
- paragraph: Pour la DoP (Déclaration de performances), rendez-vous à : www.smartwares.eu/dop et suivez les instructions.: [282, 853, 504, 859]
- paragraph: * The electrical supply must be switched off at the outlet, preferably by means of a switch in the distribution box, before any installation, maintenance or repair work is undertaken.: [30, 283, 266, 294]
- paragraph: Le texte complet de la déclaration UE de conformité est disponible à l'adresse internet suivante : www.smartwares.eu/doc: [282, 875, 475, 887]
- paragraph: * Evitare le cadute e gli urti che possono danneggiare i circuiti elettronici.: [535, 200, 680, 206]
- registration-mark-top-left: [8, 7, 17, 16]
- section-body: [283, 45, 520, 119]
- paragraph: * La luminaria debe instalarse correctamente para un funcionamiento fiable. Por tanto, estas instrucciones y la guía del usuario deben estudiarse detenidamente.: [535, 691, 772, 703]
- section-body: [283, 131, 520, 173]
- section-body: [30, 125, 267, 161]
- section-heading: ALGEMENE VEILIGHEID: [30, 570, 99, 577]
- paragraph: * Reinigen Sie das Produkt mit einem sauberen, trockenen Tuch oder einer Bürste, verwenden Sie keine Lösungsmittel oder Scheuermittel. Vermeiden Sie Feuchtigkeit auf allen elektrischen Komponenten.: [282, 185, 491, 197]
- section-maintenance-it: [535, 118, 772, 162]
- section-disposal-it: [535, 37, 772, 113]
- weee-bin-icon: [535, 46, 549, 65]
- paragraph: * In caso di dubbi, consultare un professionista, tenendo presente i requisiti locali per l'installazione. In alcuni paesi, i dispositivi di illuminazione devono essere installati esclusivamente da installatori autorizzati.: [535, 316, 767, 328]
- column-2: [283, 34, 520, 1042]
- section-heading: DISPOSAL: [30, 37, 61, 43]
- section-high-voltage-nl: [30, 646, 267, 770]
- paragraph: * Installieren Sie die Armatur wie in der Bedienungsanleitung angegeben.: [282, 338, 429, 344]
- section-body: [30, 799, 267, 846]
- paragraph: * Klemschroeven in elektrische aansluitingen moeten goed worden vastgezet. Dit geldt vooral in het geval van 12V-laagspanningsgeleiders.: [30, 744, 260, 756]
- paragraph: * Maintenez les batteries et piles hors de portée des enfants. N'avalez pas les piles. Si une pile est avalée, faites immédiatement appel à un médecin.: [282, 829, 507, 840]
- paragraph: * Porre attenzione ai simboli per i collegamenti dei conduttori: N = Neutro L = Fase ⏚ = Terra LS = Sotto tensione, attivato: [535, 341, 763, 353]
- paragraph: * Nettoyez avec une brosse ou un chiffon propre et sec. N'utilisez pas de solvant, ni d'abrasif. Évitez d'humidifier les composants électriques.: [282, 618, 513, 630]
- paragraph: * Houd rekening met een minimale afstand tot andere voorwerpen en met de ruimte die nodig is om de fitting heen.: [30, 718, 259, 724]
- section-heading: ENTSORGUNG: [282, 37, 325, 43]
- paragraph: * Berücksichtigen Sie den Mindestabstand zu anderen Objekten und den um die Armatur erforderlichen Freiraum.: [282, 331, 509, 337]
- paragraph: Questo simbolo riportato sul prodotto o sui relativi manuali, indica che non deve essere smaltito con altri rifiuti domestici alla fine della vita utile. Per evitare possibili danni all'ambiente o alla salute umana arrecati da uno smaltimento incontrollato dei rifiuti, separarli da altri tipi di rifiuti e riciclarli responsabilmente per promuovere un riutilizzo sostenibile dei materiali. Gli utenti privati dovranno contattare il rivenditore da cui hanno acquistato il prodotto o l'ente locale preposto per ricevere dettagliate su dove conferire il prodotto onde garantire un riciclaggio ecocompatibile. Gli utenti aziendali dovranno contattare il fornitore e verificare i termini e le condizioni del contratto di acquisto. Questo prodotto non deve essere mischiato ad altri rifiuti commerciali per lo smaltimento.: [535, 57, 770, 98]
- paragraph: * Conservare tutte le parti fuori dalla portata dei bambini.: [535, 186, 648, 192]
- paragraph: * Dieses Produkt darf nur von einer zugelassenen Werkstatt repariert oder geöffnet werden.: [282, 224, 465, 230]
- section-maintenance-es: [535, 522, 772, 571]
- section-low-voltage-fr: [283, 822, 520, 841]
- paragraph: Por la presente, Smartwares Europa declara que el tipo de equipo radioeléctrico es conforme con la Directiva 2014/53/UE.: [535, 821, 754, 832]
